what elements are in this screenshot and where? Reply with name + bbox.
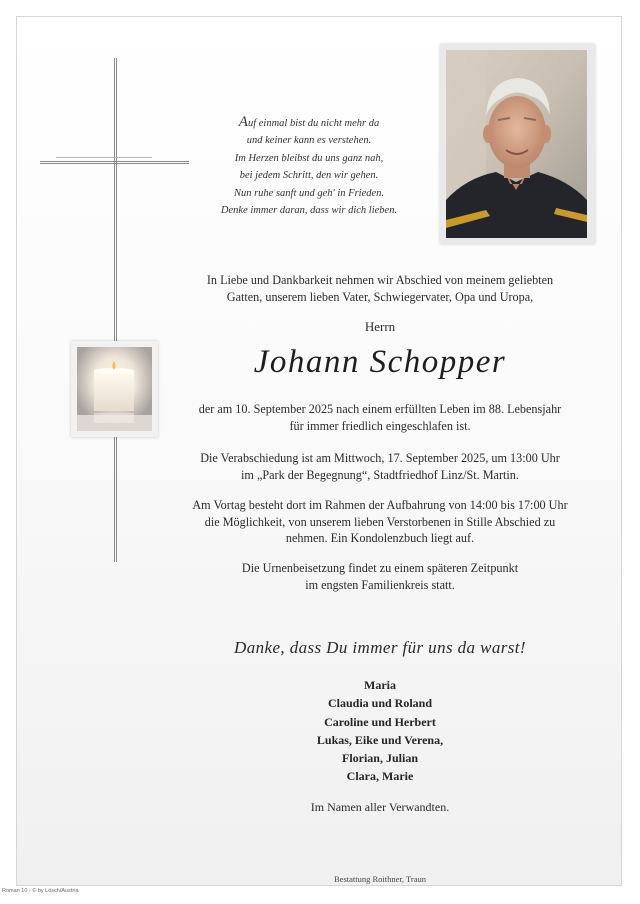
poem: [196, 114, 422, 219]
family-names: [170, 676, 590, 786]
paragraph-line: Am Vortag besteht dort im Rahmen der Aufbahrung von 14:00 bis 17:00 Uhr: [192, 498, 568, 512]
paragraph-line: Die Urnenbeisetzung findet zu einem späteren Zeitpunkt: [241, 561, 519, 575]
family-member: Claudia und Roland: [327, 696, 433, 711]
salutation: Herrn: [364, 319, 396, 334]
family-member: Florian, Julian: [341, 751, 418, 766]
portrait-photo: [446, 50, 587, 238]
paragraph-line: nehmen. Ein Kondolenzbuch liegt auf.: [285, 531, 475, 545]
farewell-paragraph: [170, 450, 590, 483]
template-credit: Roman 10 - © by Lösch/Austria: [2, 888, 79, 894]
portrait-photo-frame: [440, 44, 595, 244]
closing-line: Im Namen aller Verwandten.: [310, 800, 450, 814]
candle-icon: [77, 347, 152, 431]
paragraph-line: im engsten Familienkreis statt.: [305, 577, 455, 592]
paragraph-line: der am 10. September 2025 nach einem erfüllten Leben im 88. Lebensjahr: [198, 402, 562, 416]
cross-horizontal-line: [40, 161, 189, 164]
poem-line: und keiner kann es verstehen.: [246, 135, 372, 147]
paragraph-line: im „Park der Begegnung“, Stadtfriedhof Linz/St. Martin.: [241, 467, 519, 482]
viewing-paragraph: [170, 497, 590, 547]
cross-vertical-line: [114, 58, 117, 562]
family-member: Lukas, Eike und Verena,: [316, 732, 444, 747]
poem-line: Denke immer daran, dass wir dich lieben.: [220, 205, 398, 217]
deceased-name: Johann Schopper: [253, 344, 507, 380]
intro-text: [170, 272, 590, 305]
poem-line: Auf einmal bist du nicht mehr da: [238, 114, 380, 130]
family-member: Maria: [364, 678, 396, 692]
poem-line: Nun ruhe sanft und geh' in Frieden.: [233, 187, 385, 199]
poem-line: Im Herzen bleibst du uns ganz nah,: [234, 152, 384, 164]
death-paragraph: [170, 401, 590, 434]
paragraph-line: für immer friedlich eingeschlafen ist.: [289, 418, 471, 433]
thanks-line: Danke, dass Du immer für uns da warst!: [234, 638, 526, 657]
family-member: Clara, Marie: [346, 769, 414, 784]
poem-line: bei jedem Schritt, den wir gehen.: [239, 170, 379, 182]
intro-line: In Liebe und Dankbarkeit nehmen wir Abschied von meinem geliebten: [206, 273, 554, 287]
family-member: Caroline und Herbert: [324, 714, 436, 729]
paragraph-line: Die Verabschiedung ist am Mittwoch, 17. September 2025, um 13:00 Uhr: [200, 451, 560, 465]
paragraph-line: die Möglichkeit, von unserem lieben Verstorbenen in Stille Abschied zu: [204, 514, 556, 529]
urn-paragraph: [170, 560, 590, 593]
funeral-home: Bestattung Roithner, Traun: [334, 874, 426, 884]
candle-image-frame: [71, 341, 158, 437]
intro-line: Gatten, unserem lieben Vater, Schwiegervater, Opa und Uropa,: [226, 289, 534, 304]
cross-accent-line: [56, 157, 152, 158]
